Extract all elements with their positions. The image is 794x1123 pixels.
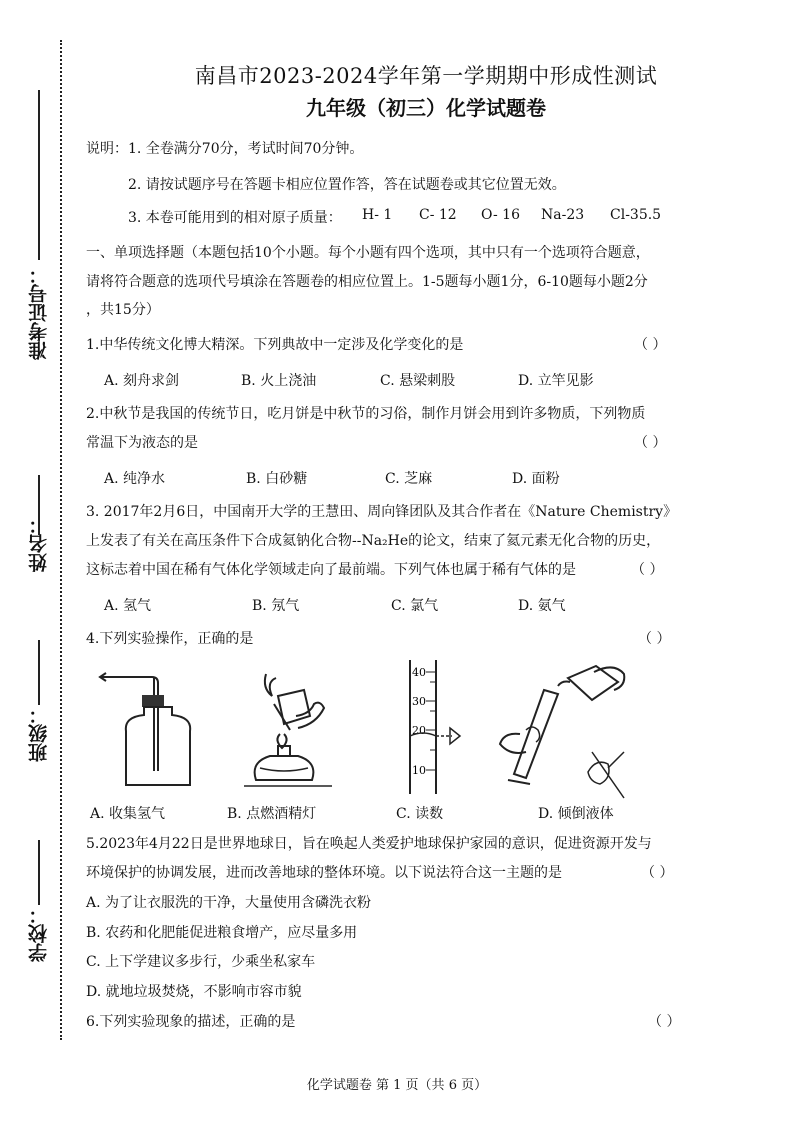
ticket-number-blank — [38, 90, 40, 260]
mass-c: C- 12 — [419, 207, 457, 223]
q2-answer-paren: （ ） — [634, 435, 667, 451]
q3-option-b: B. 氖气 — [252, 598, 300, 614]
q3-stem-line3: 这标志着中国在稀有气体化学领域走向了最前端。下列气体也属于稀有气体的是 — [86, 562, 576, 578]
q5-option-d: D. 就地垃圾焚烧，不影响市容市貌 — [86, 984, 302, 1000]
q1-stem: 1.中华传统文化博大精深。下列典故中一定涉及化学变化的是 — [86, 337, 464, 353]
q2-option-a: A. 纯净水 — [104, 471, 166, 487]
class-field — [14, 600, 54, 800]
q2-option-d: D. 面粉 — [512, 471, 560, 487]
q1-answer-paren: （ ） — [634, 337, 667, 353]
figure-gas-bottle — [92, 661, 202, 791]
q3-stem-line1: 3. 2017年2月6日，中国南开大学的王慧田、周向锋团队及其合作者在《Nature Chemistry》 — [86, 504, 678, 520]
figure-alcohol-lamp — [236, 668, 346, 793]
q1-option-c: C. 悬梁刺股 — [380, 373, 456, 389]
ticket-number-label: 准考证号： — [28, 265, 50, 360]
q4-stem: 4.下列实验操作，正确的是 — [86, 631, 254, 647]
q1-option-b: B. 火上浇油 — [241, 373, 317, 389]
q4-answer-paren: （ ） — [638, 631, 671, 647]
section1-line2: 请将符合题意的选项代号填涂在答题卷的相应位置上。1-5题每小题1分，6-10题每小题2分 — [86, 274, 648, 290]
q1-option-a: A. 刻舟求剑 — [104, 373, 180, 389]
q5-option-c: C. 上下学建议多步行，少乘坐私家车 — [86, 954, 316, 970]
q3-answer-paren: （ ） — [631, 562, 664, 578]
q5-stem-line2: 环境保护的协调发展，进而改善地球的整体环境。以下说法符合这一主题的是 — [86, 865, 562, 881]
class-blank — [38, 640, 40, 705]
figure-graduated-cylinder — [386, 656, 476, 801]
q4-option-d: D. 倾倒液体 — [538, 806, 614, 822]
q2-option-c: C. 芝麻 — [385, 471, 433, 487]
cylinder-tick-40: 40 — [412, 666, 426, 679]
q3-stem-line2: 上发表了有关在高压条件下合成氦钠化合物--Na₂He的论文，结束了氦元素无化合物的历史， — [86, 533, 661, 549]
cylinder-tick-10: 10 — [412, 764, 426, 777]
instruction-1: 说明：1. 全卷满分70分，考试时间70分钟。 — [86, 141, 364, 157]
q6-stem: 6.下列实验现象的描述，正确的是 — [86, 1014, 296, 1030]
q2-stem-line1: 2.中秋节是我国的传统节日，吃月饼是中秋节的习俗，制作月饼会用到许多物质，下列物质 — [86, 406, 646, 422]
mass-o: O- 16 — [481, 207, 520, 223]
exam-subtitle: 九年级（初三）化学试题卷 — [306, 96, 546, 120]
q3-option-c: C. 氯气 — [391, 598, 439, 614]
exam-title: 南昌市2023-2024学年第一学期期中形成性测试 — [194, 64, 658, 88]
instruction-3 — [128, 207, 342, 227]
cut-line — [60, 40, 62, 1040]
mass-cl: Cl-35.5 — [610, 207, 662, 223]
section1-line3: ，共15分） — [86, 302, 160, 318]
mass-h: H- 1 — [362, 207, 393, 223]
section1-line1: 一、单项选择题（本题包括10个小题。每个小题有四个选项，其中只有一个选项符合题意， — [86, 245, 650, 261]
name-label: 姓名： — [28, 515, 50, 572]
cylinder-tick-30: 30 — [412, 695, 426, 708]
q5-stem-line1: 5.2023年4月22日是世界地球日，旨在唤起人类爱护地球保护家园的意识，促进资源开发与 — [86, 836, 652, 852]
q5-answer-paren: （ ） — [641, 865, 674, 881]
q4-option-c: C. 读数 — [396, 806, 444, 822]
q1-option-d: D. 立竿见影 — [518, 373, 594, 389]
q3-option-a: A. 氢气 — [104, 598, 152, 614]
binding-strip — [0, 0, 75, 1123]
name-field — [14, 420, 54, 600]
school-blank — [38, 840, 40, 905]
class-label: 班级： — [28, 705, 50, 762]
q5-option-b: B. 农药和化肥能促进粮食增产，应尽量多用 — [86, 925, 358, 941]
q3-option-d: D. 氨气 — [518, 598, 566, 614]
q4-option-a: A. 收集氢气 — [90, 806, 166, 822]
school-label: 学校： — [28, 905, 50, 962]
q5-option-a: A. 为了让衣服洗的干净，大量使用含磷洗衣粉 — [86, 895, 372, 911]
instruction-2: 2. 请按试题序号在答题卡相应位置作答，答在试题卷或其它位置无效。 — [128, 177, 566, 193]
q6-answer-paren: （ ） — [648, 1014, 681, 1030]
mass-na: Na-23 — [541, 207, 585, 223]
figure-pouring-liquid — [496, 660, 646, 800]
q4-option-b: B. 点燃酒精灯 — [227, 806, 317, 822]
q2-option-b: B. 白砂糖 — [246, 471, 308, 487]
q2-stem-line2: 常温下为液态的是 — [86, 435, 198, 451]
ticket-number-field — [14, 60, 54, 360]
page-footer: 化学试题卷 第 1 页（共 6 页） — [306, 1078, 488, 1093]
school-field — [14, 800, 54, 980]
instruction-3-prefix: 3. 本卷可能用到的相对原子质量： — [128, 210, 342, 226]
cylinder-tick-20: 20 — [412, 724, 426, 737]
